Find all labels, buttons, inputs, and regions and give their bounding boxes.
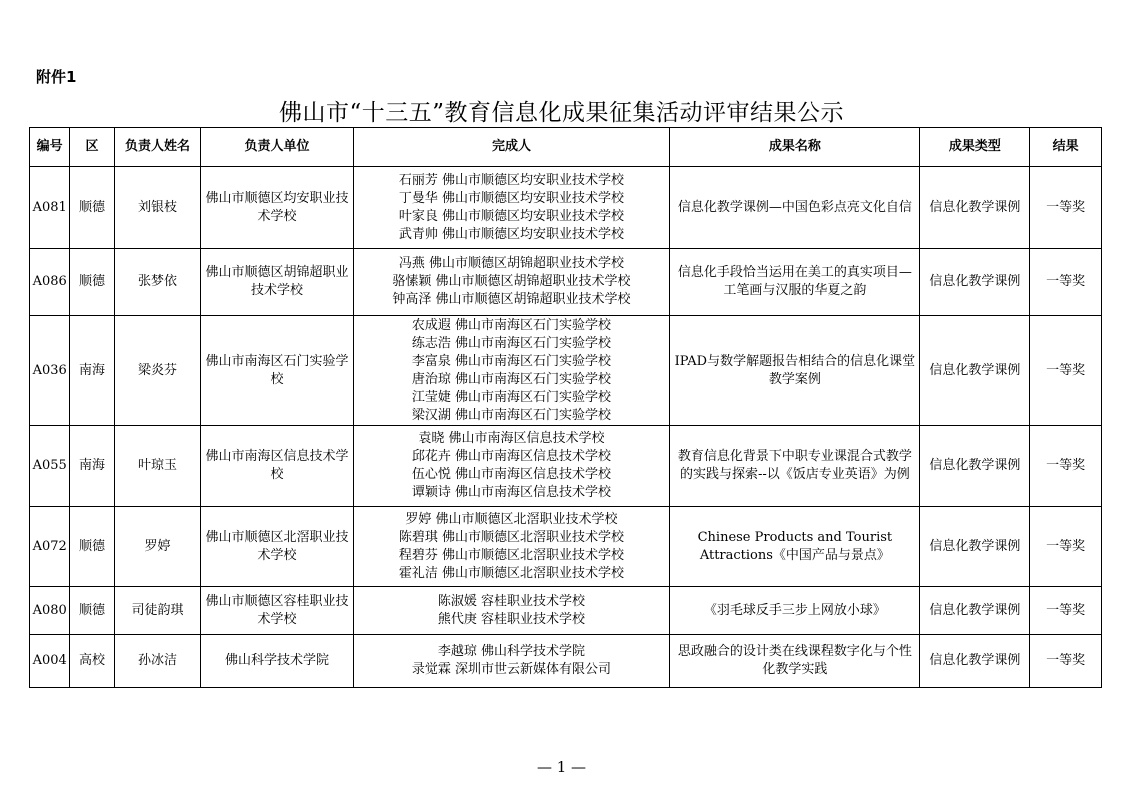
cell-result: 一等奖 [1030,507,1102,587]
cell-unit: 佛山科学技术学院 [201,635,353,688]
member-line: 李富泉 佛山市南海区石门实验学校 [411,353,612,369]
member-line: 练志浩 佛山市南海区石门实验学校 [411,335,612,351]
table-row [30,507,1102,587]
cell-members [353,635,670,688]
header-result: 结果 [1030,128,1102,167]
cell-type: 信息化教学课例 [920,587,1030,635]
cell-unit: 佛山市南海区信息技术学校 [201,426,353,507]
cell-result: 一等奖 [1030,587,1102,635]
cell-type: 信息化教学课例 [920,316,1030,426]
cell-code: A080 [30,587,70,635]
cell-achievement: IPAD与数学解题报告相结合的信息化课堂教学案例 [670,316,920,426]
cell-district: 顺德 [70,249,114,316]
member-line: 伍心悦 佛山市南海区信息技术学校 [411,467,612,482]
member-line: 钟高泽 佛山市顺德区胡锦超职业技术学校 [392,292,631,307]
cell-code: A081 [30,167,70,249]
cell-code: A004 [30,635,70,688]
header-district: 区 [70,128,114,167]
header-unit: 负责人单位 [201,128,353,167]
member-line: 罗婷 佛山市顺德区北滘职业技术学校 [405,511,618,527]
cell-type: 信息化教学课例 [920,426,1030,507]
cell-unit: 佛山市顺德区容桂职业技术学校 [201,587,353,635]
member-line: 李越琼 佛山科学技术学院 [437,644,586,659]
member-line: 武青帅 佛山市顺德区均安职业技术学校 [398,226,625,242]
cell-leader: 司徒韵琪 [114,587,201,635]
cell-type: 信息化教学课例 [920,249,1030,316]
cell-unit: 佛山市南海区石门实验学校 [201,316,353,426]
cell-leader: 叶琼玉 [114,426,201,507]
cell-code: A036 [30,316,70,426]
cell-district: 高校 [70,635,114,688]
cell-result: 一等奖 [1030,167,1102,249]
cell-district: 南海 [70,426,114,507]
cell-achievement: 思政融合的设计类在线课程数字化与个性化教学实践 [670,635,920,688]
cell-district: 南海 [70,316,114,426]
table-row [30,316,1102,426]
member-line: 谭颖诗 佛山市南海区信息技术学校 [411,485,612,500]
cell-district: 顺德 [70,167,114,249]
cell-achievement: 教育信息化背景下中职专业课混合式教学的实践与探索--以《饭店专业英语》为例 [670,426,920,507]
cell-members [353,249,670,316]
cell-district: 顺德 [70,587,114,635]
cell-type: 信息化教学课例 [920,507,1030,587]
member-line: 袁晓 佛山市南海区信息技术学校 [418,431,605,446]
member-line: 熊代庚 容桂职业技术学校 [437,611,586,627]
cell-type: 信息化教学课例 [920,167,1030,249]
page-title: 佛山市“十三五”教育信息化成果征集活动评审结果公示 [278,100,845,126]
member-line: 石丽芳 佛山市顺德区均安职业技术学校 [398,172,625,188]
cell-result: 一等奖 [1030,249,1102,316]
cell-leader: 罗婷 [114,507,201,587]
results-table [29,127,1102,688]
cell-code: A055 [30,426,70,507]
header-type: 成果类型 [920,128,1030,167]
cell-code: A072 [30,507,70,587]
member-line: 程碧芬 佛山市顺德区北滘职业技术学校 [398,547,625,563]
cell-achievement: 《羽毛球反手三步上网放小球》 [670,587,920,635]
cell-leader: 张梦依 [114,249,201,316]
member-line: 骆愫颖 佛山市顺德区胡锦超职业技术学校 [392,274,631,289]
table-row [30,426,1102,507]
cell-unit: 佛山市顺德区均安职业技术学校 [201,167,353,249]
cell-type: 信息化教学课例 [920,635,1030,688]
cell-achievement: 信息化手段恰当运用在美工的真实项目—工笔画与汉服的华夏之韵 [670,249,920,316]
cell-members [353,426,670,507]
member-line: 梁汉湖 佛山市南海区石门实验学校 [411,407,612,423]
member-line: 霍礼洁 佛山市顺德区北滘职业技术学校 [398,565,625,581]
header-achievement: 成果名称 [670,128,920,167]
cell-leader: 刘银枝 [114,167,201,249]
cell-result: 一等奖 [1030,635,1102,688]
member-line: 邱花卉 佛山市南海区信息技术学校 [411,449,612,464]
cell-achievement: 信息化教学课例—中国色彩点亮文化自信 [670,167,920,249]
cell-result: 一等奖 [1030,426,1102,507]
table-row [30,635,1102,688]
cell-code: A086 [30,249,70,316]
member-line: 唐治琼 佛山市南海区石门实验学校 [411,371,612,387]
member-line: 陈淑媛 容桂职业技术学校 [437,593,586,609]
cell-unit: 佛山市顺德区北滘职业技术学校 [201,507,353,587]
cell-district: 顺德 [70,507,114,587]
table-row [30,167,1102,249]
cell-members [353,316,670,426]
header-leader: 负责人姓名 [114,128,201,167]
cell-achievement: Chinese Products and Tourist Attractions《中国产品与景点》 [670,507,920,587]
attachment-label: 附件1 [36,68,77,86]
header-code: 编号 [30,128,70,167]
member-line: 农成遐 佛山市南海区石门实验学校 [411,317,612,333]
cell-members [353,507,670,587]
table-header-row [30,128,1102,167]
cell-leader: 梁炎芬 [114,316,201,426]
cell-members [353,587,670,635]
member-line: 叶家良 佛山市顺德区均安职业技术学校 [398,208,625,224]
header-members: 完成人 [353,128,670,167]
member-line: 冯燕 佛山市顺德区胡锦超职业技术学校 [398,256,625,271]
table-row [30,249,1102,316]
cell-leader: 孙冰洁 [114,635,201,688]
page-number: — 1 — [536,758,587,776]
cell-result: 一等奖 [1030,316,1102,426]
cell-members [353,167,670,249]
cell-unit: 佛山市顺德区胡锦超职业技术学校 [201,249,353,316]
member-line: 江莹婕 佛山市南海区石门实验学校 [411,389,612,405]
table-row [30,587,1102,635]
member-line: 录觉霖 深圳市世云新媒体有限公司 [411,662,612,677]
member-line: 陈碧琪 佛山市顺德区北滘职业技术学校 [398,529,625,545]
member-line: 丁曼华 佛山市顺德区均安职业技术学校 [398,190,625,206]
